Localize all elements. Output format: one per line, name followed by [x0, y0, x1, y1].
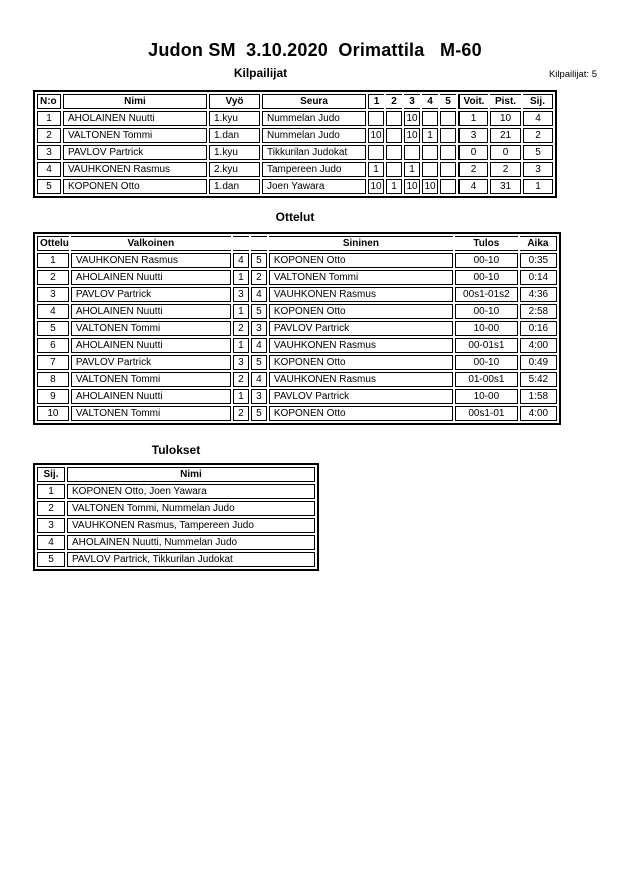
wins-cell: 0	[458, 145, 488, 160]
blue-player-number: 4	[251, 372, 267, 387]
white-player-number: 3	[233, 287, 249, 302]
round-result-cell: 10	[368, 128, 384, 143]
white-player-name: VAUHKONEN Rasmus	[71, 253, 231, 268]
match-time: 5:42	[520, 372, 557, 387]
competitor-belt: 2.kyu	[209, 162, 260, 177]
blue-player-name: KOPONEN Otto	[269, 355, 453, 370]
match-number: 4	[37, 304, 69, 319]
column-header-blue-number	[251, 236, 267, 251]
competitor-number: 4	[37, 162, 61, 177]
match-number: 8	[37, 372, 69, 387]
match-result: 10-00	[455, 389, 518, 404]
competitor-name: KOPONEN Otto	[63, 179, 207, 194]
column-header-place: Sij.	[37, 467, 65, 482]
round-result-cell: 10	[404, 111, 420, 126]
blue-player-number: 5	[251, 355, 267, 370]
section-title-ottelut: Ottelut	[275, 210, 315, 224]
place-cell: 4	[523, 111, 553, 126]
match-number: 7	[37, 355, 69, 370]
result-place: 2	[37, 501, 65, 516]
white-player-number: 2	[233, 406, 249, 421]
place-cell: 2	[523, 128, 553, 143]
white-player-name: AHOLAINEN Nuutti	[71, 338, 231, 353]
white-player-name: AHOLAINEN Nuutti	[71, 389, 231, 404]
round-result-cell	[440, 128, 456, 143]
competitor-name: VALTONEN Tommi	[63, 128, 207, 143]
blue-player-number: 5	[251, 253, 267, 268]
white-player-number: 2	[233, 321, 249, 336]
table-row	[37, 111, 553, 126]
match-result: 00-10	[455, 253, 518, 268]
blue-player-number: 3	[251, 321, 267, 336]
table-row	[37, 518, 315, 533]
table-row	[37, 535, 315, 550]
blue-player-name: KOPONEN Otto	[269, 406, 453, 421]
white-player-name: AHOLAINEN Nuutti	[71, 304, 231, 319]
match-result: 01-00s1	[455, 372, 518, 387]
column-header-round-1: 1	[368, 94, 384, 109]
match-time: 4:00	[520, 338, 557, 353]
blue-player-number: 3	[251, 389, 267, 404]
table-row	[37, 128, 553, 143]
match-result: 00-10	[455, 355, 518, 370]
competitor-belt: 1.dan	[209, 128, 260, 143]
round-result-cell	[422, 162, 438, 177]
match-number: 6	[37, 338, 69, 353]
competitor-name: PAVLOV Partrick	[63, 145, 207, 160]
match-result: 00s1-01	[455, 406, 518, 421]
match-result: 10-00	[455, 321, 518, 336]
round-result-cell: 1	[404, 162, 420, 177]
round-result-cell	[422, 145, 438, 160]
blue-player-number: 4	[251, 287, 267, 302]
round-result-cell	[386, 128, 402, 143]
round-result-cell	[440, 162, 456, 177]
column-header-round-2: 2	[386, 94, 402, 109]
points-cell: 21	[490, 128, 521, 143]
table-kilpailijat	[33, 90, 557, 198]
round-result-cell	[368, 145, 384, 160]
column-header-place: Sij.	[523, 94, 553, 109]
match-time: 4:36	[520, 287, 557, 302]
column-header-white-number	[233, 236, 249, 251]
wins-cell: 2	[458, 162, 488, 177]
column-header-no: N:o	[37, 94, 61, 109]
match-time: 2:58	[520, 304, 557, 319]
points-cell: 10	[490, 111, 521, 126]
column-header-match: Ottelu	[37, 236, 69, 251]
white-player-number: 1	[233, 338, 249, 353]
table-row	[37, 389, 557, 404]
round-result-cell	[386, 162, 402, 177]
blue-player-name: VAUHKONEN Rasmus	[269, 338, 453, 353]
match-result: 00s1-01s2	[455, 287, 518, 302]
white-player-name: VALTONEN Tommi	[71, 372, 231, 387]
round-result-cell	[386, 145, 402, 160]
wins-cell: 4	[458, 179, 488, 194]
table-header-row	[37, 236, 557, 251]
table-row	[37, 162, 553, 177]
blue-player-name: PAVLOV Partrick	[269, 321, 453, 336]
white-player-number: 3	[233, 355, 249, 370]
result-name: VALTONEN Tommi, Nummelan Judo	[67, 501, 315, 516]
table-row	[37, 179, 553, 194]
round-result-cell	[404, 145, 420, 160]
column-header-time: Aika	[520, 236, 557, 251]
white-player-name: AHOLAINEN Nuutti	[71, 270, 231, 285]
round-result-cell	[368, 111, 384, 126]
competitor-belt: 1.dan	[209, 179, 260, 194]
column-header-blue: Sininen	[269, 236, 453, 251]
competitor-club: Nummelan Judo	[262, 128, 366, 143]
round-result-cell: 10	[404, 128, 420, 143]
competitor-club: Tikkurilan Judokat	[262, 145, 366, 160]
white-player-name: PAVLOV Partrick	[71, 287, 231, 302]
place-cell: 3	[523, 162, 553, 177]
match-time: 0:16	[520, 321, 557, 336]
match-result: 00-10	[455, 270, 518, 285]
round-result-cell	[386, 111, 402, 126]
result-name: KOPONEN Otto, Joen Yawara	[67, 484, 315, 499]
table-header-row	[37, 467, 315, 482]
points-cell: 31	[490, 179, 521, 194]
table-row	[37, 501, 315, 516]
result-place: 5	[37, 552, 65, 567]
white-player-name: VALTONEN Tommi	[71, 321, 231, 336]
round-result-cell: 1	[386, 179, 402, 194]
white-player-number: 4	[233, 253, 249, 268]
result-place: 3	[37, 518, 65, 533]
column-header-white: Valkoinen	[71, 236, 231, 251]
place-cell: 5	[523, 145, 553, 160]
competitor-name: AHOLAINEN Nuutti	[63, 111, 207, 126]
match-number: 3	[37, 287, 69, 302]
match-number: 5	[37, 321, 69, 336]
table-row	[37, 304, 557, 319]
table-tulokset	[33, 463, 319, 571]
white-player-name: PAVLOV Partrick	[71, 355, 231, 370]
match-time: 0:14	[520, 270, 557, 285]
column-header-points: Pist.	[490, 94, 521, 109]
competitor-number: 2	[37, 128, 61, 143]
result-place: 4	[37, 535, 65, 550]
table-row	[37, 287, 557, 302]
blue-player-name: PAVLOV Partrick	[269, 389, 453, 404]
table-row	[37, 253, 557, 268]
blue-player-name: VAUHKONEN Rasmus	[269, 372, 453, 387]
result-name: PAVLOV Partrick, Tikkurilan Judokat	[67, 552, 315, 567]
blue-player-number: 5	[251, 406, 267, 421]
column-header-round-3: 3	[404, 94, 420, 109]
blue-player-number: 5	[251, 304, 267, 319]
round-result-cell: 1	[422, 128, 438, 143]
round-result-cell	[440, 179, 456, 194]
result-name: AHOLAINEN Nuutti, Nummelan Judo	[67, 535, 315, 550]
column-header-round-5: 5	[440, 94, 456, 109]
column-header-name: Nimi	[63, 94, 207, 109]
points-cell: 0	[490, 145, 521, 160]
table-header-row	[37, 94, 553, 109]
match-result: 00-01s1	[455, 338, 518, 353]
round-result-cell	[440, 111, 456, 126]
competitors-count: Kilpailijat: 5	[548, 69, 597, 80]
match-time: 0:49	[520, 355, 557, 370]
round-result-cell	[422, 111, 438, 126]
wins-cell: 3	[458, 128, 488, 143]
match-number: 9	[37, 389, 69, 404]
white-player-name: VALTONEN Tommi	[71, 406, 231, 421]
competitor-number: 5	[37, 179, 61, 194]
table-row	[37, 270, 557, 285]
table-ottelut	[33, 232, 561, 425]
match-time: 1:58	[520, 389, 557, 404]
table-row	[37, 338, 557, 353]
round-result-cell: 10	[422, 179, 438, 194]
column-header-belt: Vyö	[209, 94, 260, 109]
white-player-number: 1	[233, 270, 249, 285]
page-title: Judon SM 3.10.2020 Orimattila M-60	[148, 40, 482, 60]
table-row	[37, 406, 557, 421]
result-name: VAUHKONEN Rasmus, Tampereen Judo	[67, 518, 315, 533]
section-title-kilpailijat: Kilpailijat	[233, 66, 288, 80]
table-row	[37, 552, 315, 567]
match-time: 0:35	[520, 253, 557, 268]
round-result-cell	[440, 145, 456, 160]
white-player-number: 2	[233, 372, 249, 387]
round-result-cell: 10	[404, 179, 420, 194]
table-row	[37, 355, 557, 370]
competitor-number: 3	[37, 145, 61, 160]
column-header-wins: Voit.	[458, 94, 488, 109]
white-player-number: 1	[233, 304, 249, 319]
white-player-number: 1	[233, 389, 249, 404]
blue-player-name: VALTONEN Tommi	[269, 270, 453, 285]
competitor-belt: 1.kyu	[209, 111, 260, 126]
wins-cell: 1	[458, 111, 488, 126]
blue-player-name: VAUHKONEN Rasmus	[269, 287, 453, 302]
result-place: 1	[37, 484, 65, 499]
table-row	[37, 484, 315, 499]
match-number: 10	[37, 406, 69, 421]
match-number: 1	[37, 253, 69, 268]
competitor-club: Tampereen Judo	[262, 162, 366, 177]
table-row	[37, 145, 553, 160]
competitor-number: 1	[37, 111, 61, 126]
table-row	[37, 321, 557, 336]
column-header-club: Seura	[262, 94, 366, 109]
blue-player-name: KOPONEN Otto	[269, 253, 453, 268]
competitor-belt: 1.kyu	[209, 145, 260, 160]
table-row	[37, 372, 557, 387]
blue-player-number: 2	[251, 270, 267, 285]
round-result-cell: 10	[368, 179, 384, 194]
column-header-result: Tulos	[455, 236, 518, 251]
round-result-cell: 1	[368, 162, 384, 177]
competitor-name: VAUHKONEN Rasmus	[63, 162, 207, 177]
place-cell: 1	[523, 179, 553, 194]
match-result: 00-10	[455, 304, 518, 319]
blue-player-name: KOPONEN Otto	[269, 304, 453, 319]
section-title-tulokset: Tulokset	[151, 443, 201, 457]
column-header-round-4: 4	[422, 94, 438, 109]
match-time: 4:00	[520, 406, 557, 421]
column-header-name: Nimi	[67, 467, 315, 482]
competitor-club: Joen Yawara	[262, 179, 366, 194]
points-cell: 2	[490, 162, 521, 177]
blue-player-number: 4	[251, 338, 267, 353]
match-number: 2	[37, 270, 69, 285]
competitor-club: Nummelan Judo	[262, 111, 366, 126]
subtitle-row	[0, 66, 630, 81]
